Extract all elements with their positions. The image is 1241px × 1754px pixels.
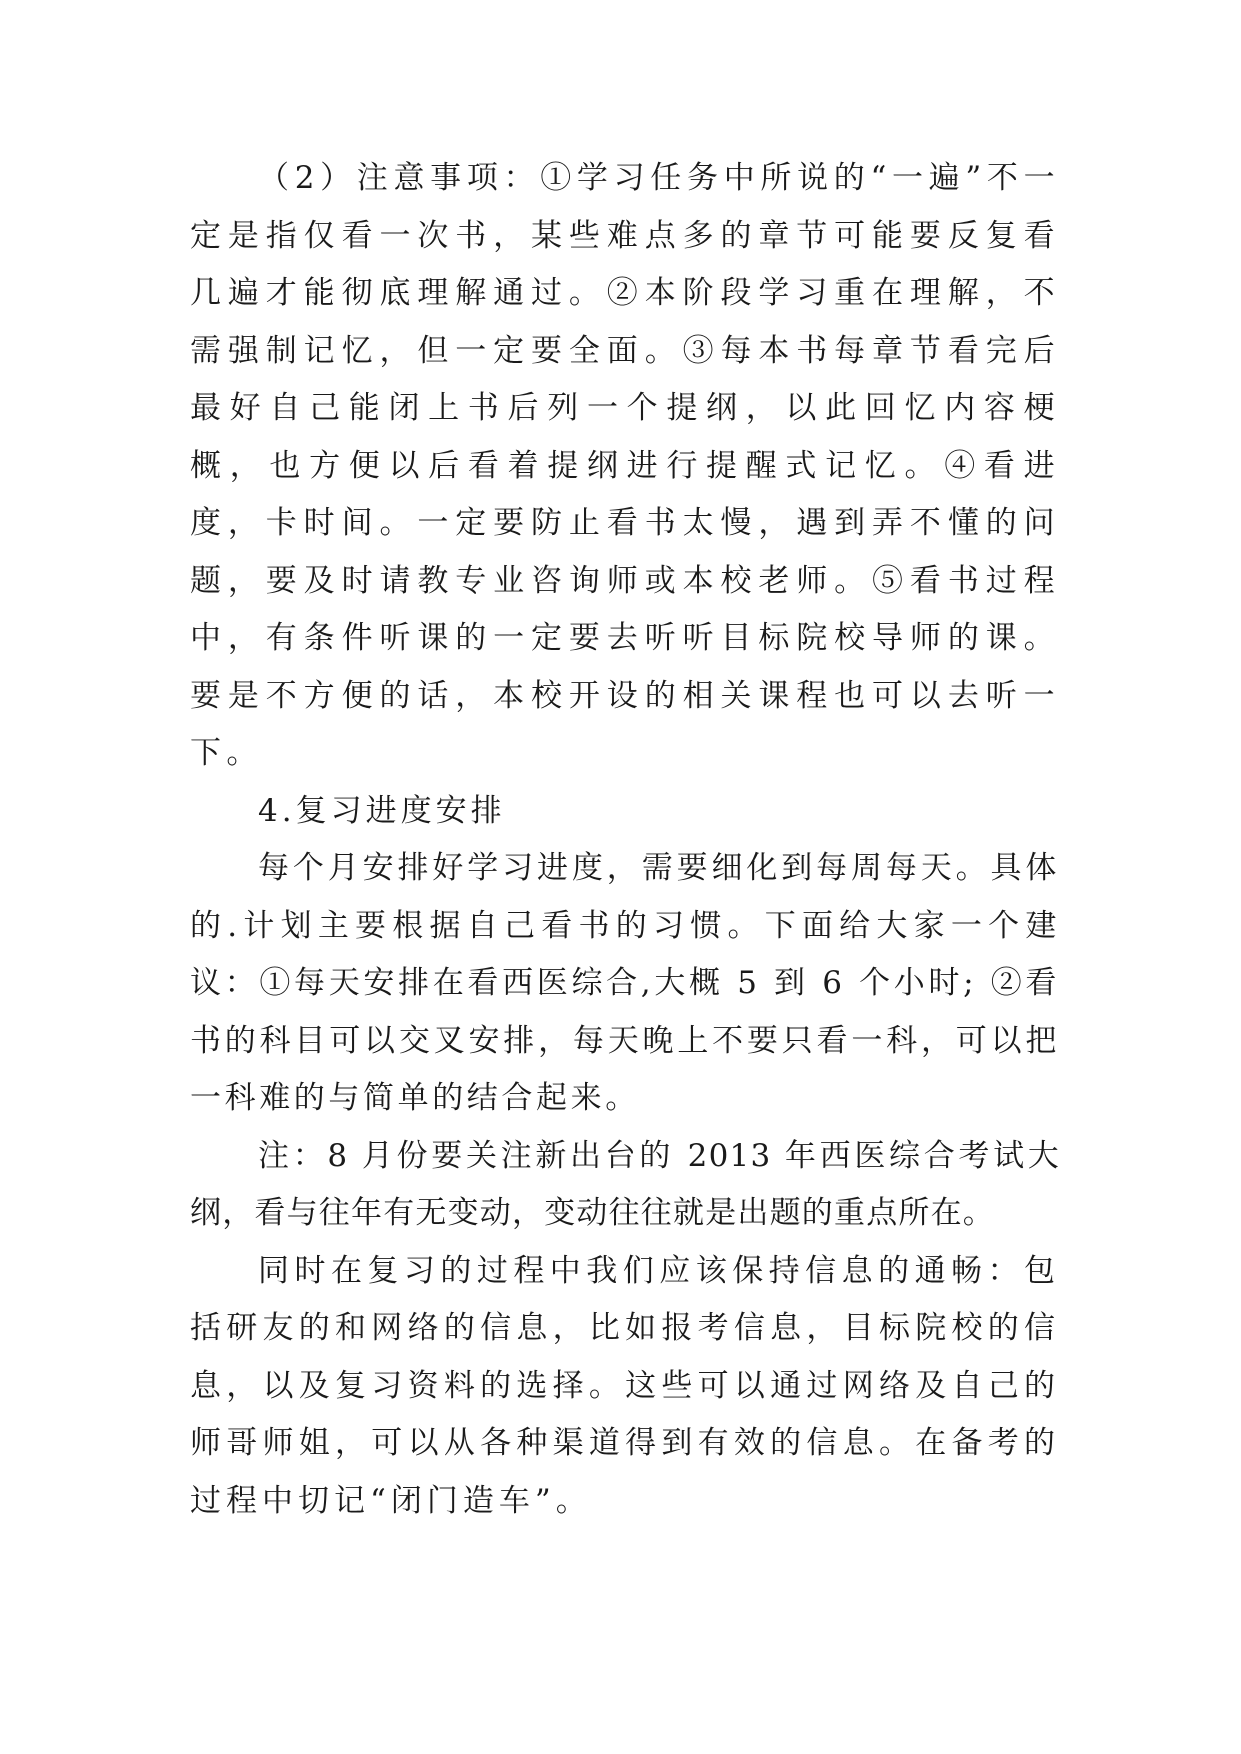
document-body: [190, 150, 1060, 1530]
paragraph-monthly-plan: 每个月安排好学习进度，需要细化到每周每天。具体的.计划主要根据自己看书的习惯。下面给大家一个建议：①每天安排在看西医综合,大概 5 到 6 个小时; ②看书的科目可以交叉安排，每天晚上不要只看一科，可以把一科难的与简单的结合起来。: [190, 850, 1060, 1116]
paragraph-precautions: （2）注意事项：①学习任务中所说的“一遍”不一定是指仅看一次书，某些难点多的章节可能要反复看几遍才能彻底理解通过。②本阶段学习重在理解，不需强制记忆，但一定要全面。③每本书每章节看完后最好自己能闭上书后列一个提纲，以此回忆内容梗概，也方便以后看着提纲进行提醒式记忆。④看进度，卡时间。一定要防止看书太慢，遇到弄不懂的问题，要及时请教专业咨询师或本校老师。⑤看书过程中，有条件听课的一定要去听听目标院校导师的课。要是不方便的话，本校开设的相关课程也可以去听一下。: [190, 160, 1060, 771]
paragraph-information-channels: 同时在复习的过程中我们应该保持信息的通畅：包括研友的和网络的信息，比如报考信息，目标院校的信息，以及复习资料的选择。这些可以通过网络及自己的师哥师姐，可以从各种渠道得到有效的信息。在备考的过程中切记“闭门造车”。: [190, 1252, 1060, 1519]
section-heading-review-schedule: 4.复习进度安排: [258, 792, 506, 829]
paragraph-syllabus-note: 注：8 月份要关注新出台的 2013 年西医综合考试大纲，看与往年有无变动，变动往往就是出题的重点所在。: [190, 1137, 1060, 1231]
